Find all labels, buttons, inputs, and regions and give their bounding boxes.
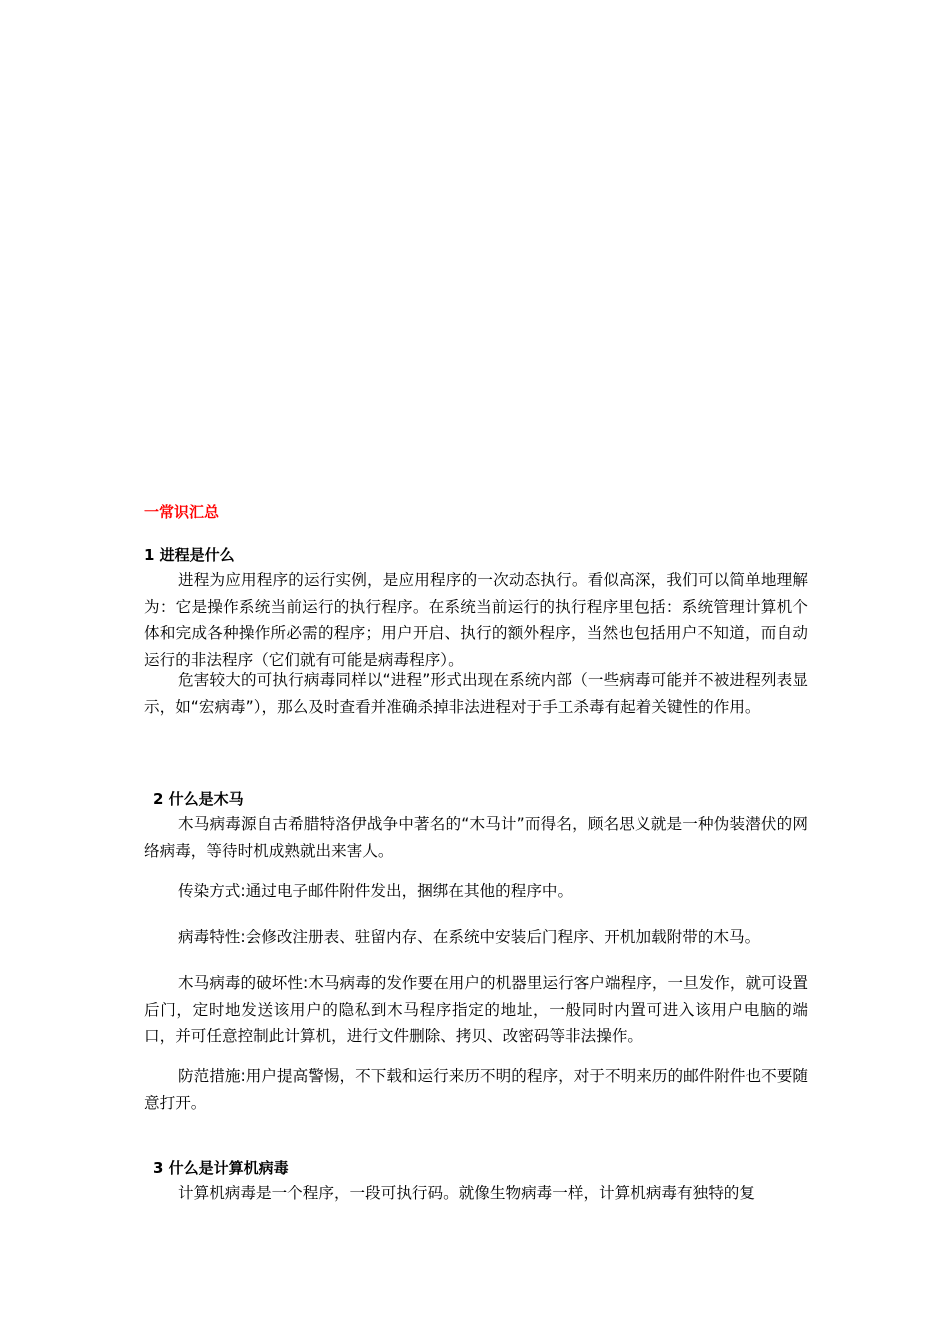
heading-trojan: 2 什么是木马 [153,790,244,808]
paragraph-process-definition: 进程为应用程序的运行实例，是应用程序的一次动态执行。看似高深，我们可以简单地理解为：它是操作系统当前运行的执行程序。在系统当前运行的执行程序里包括：系统管理计算机个体和完成各种操作所必需的程序；用户开启、执行的额外程序，当然也包括用户不知道，而自动运行的非法程序（它们就有可能是病毒程序）。 [144,571,808,669]
heading-computer-virus: 3 什么是计算机病毒 [153,1159,289,1177]
paragraph-trojan-definition: 木马病毒源自古希腊特洛伊战争中著名的“木马计”而得名，顾名思义就是一种伪装潜伏的网络病毒，等待时机成熟就出来害人。 [144,815,808,860]
paragraph-computer-virus-definition: 计算机病毒是一个程序，一段可执行码。就像生物病毒一样，计算机病毒有独特的复 [178,1184,755,1202]
section-title: 一常识汇总 [144,503,220,521]
paragraph-trojan-damage: 木马病毒的破坏性:木马病毒的发作要在用户的机器里运行客户端程序，一旦发作，就可设置后门，定时地发送该用户的隐私到木马程序指定的地址，一般同时内置可进入该用户电脑的端口，并可任意控制此计算机，进行文件删除、拷贝、改密码等非法操作。 [144,974,808,1045]
paragraph-trojan-prevention: 防范措施:用户提高警惕，不下载和运行来历不明的程序，对于不明来历的邮件附件也不要随意打开。 [144,1067,808,1112]
paragraph-trojan-infection: 传染方式:通过电子邮件附件发出，捆绑在其他的程序中。 [178,882,574,900]
paragraph-process-virus: 危害较大的可执行病毒同样以“进程”形式出现在系统内部（一些病毒可能并不被进程列表显示，如“宏病毒”），那么及时查看并准确杀掉非法进程对于手工杀毒有起着关键性的作用。 [144,671,808,716]
paragraph-trojan-traits: 病毒特性:会修改注册表、驻留内存、在系统中安装后门程序、开机加载附带的木马。 [178,928,761,946]
heading-process: 1 进程是什么 [144,546,235,564]
